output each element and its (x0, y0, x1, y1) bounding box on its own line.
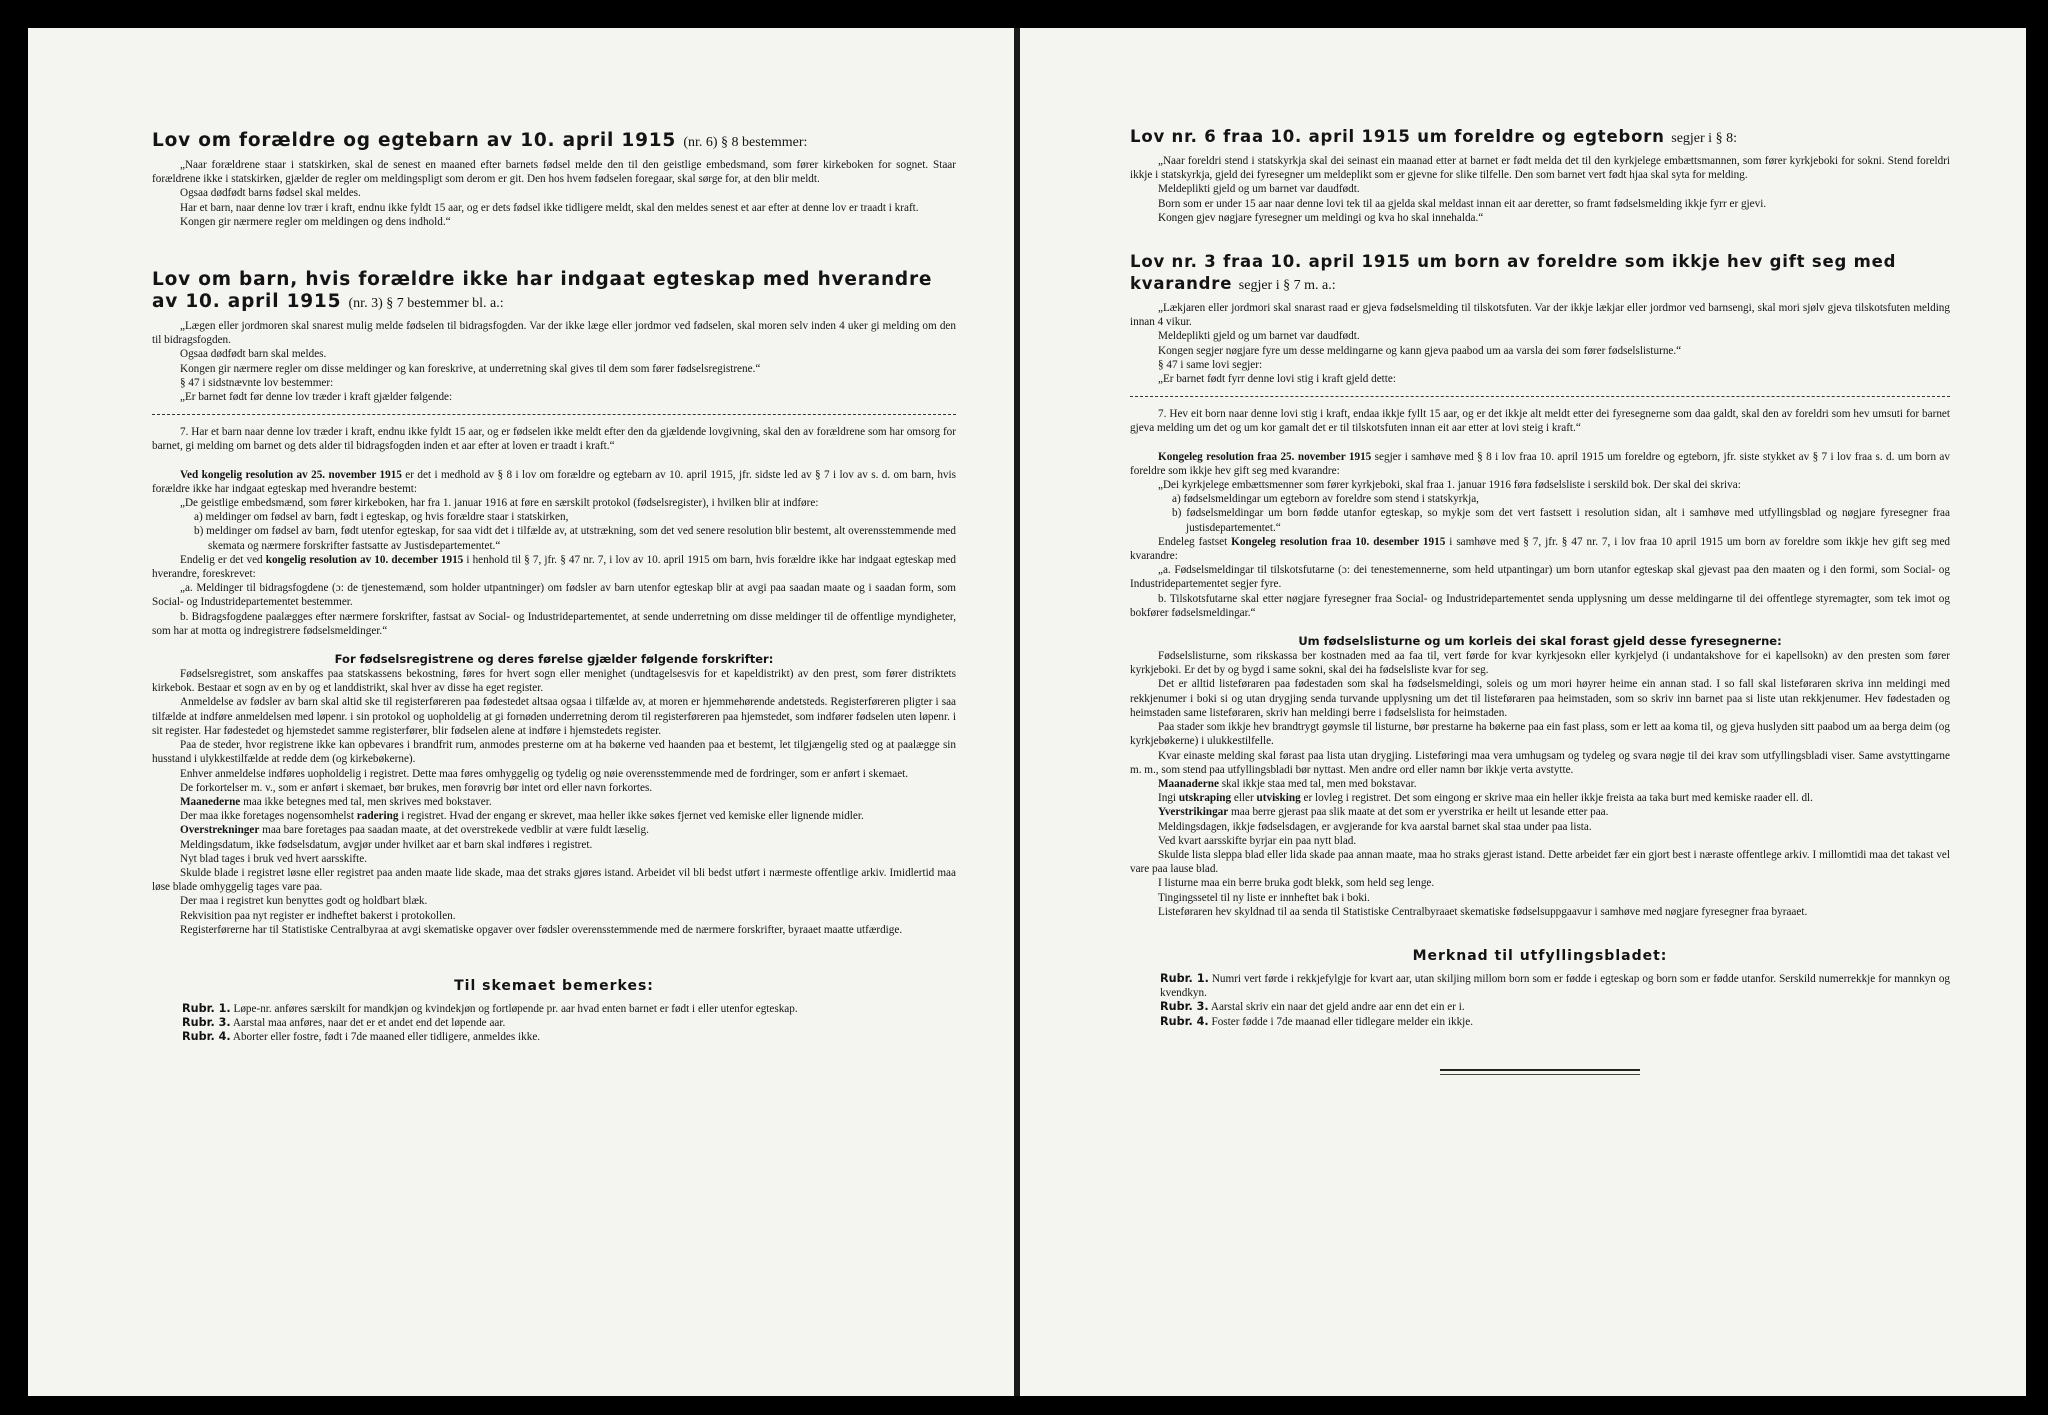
left-paragraph: Meldingsdatum, ikke fødselsdatum, avgjør under hvilket aar et barn skal indføres i registret. (180, 838, 593, 851)
rubric-text: Løpe-nr. anføres særskilt for mandkjøn og kvindekjøn og fortløpende pr. aar hvad enten barnet er født i eller utenfor egteskap. (233, 1002, 798, 1015)
left-paragraph: Kongen gir nærmere regler om disse meldinger og kan foreskrive, at underretning skal gives til dem som fører fødselsregistrene.“ (180, 362, 761, 375)
right-resolution-2-pre: Endeleg fastset (1158, 535, 1232, 548)
rubric-label: Rubr. 3. (182, 1016, 231, 1030)
right-paragraph: „a. Fødselsmeldingar til tilskotsfutarne (ɔ: dei tenestemennerne, som held utpantingar) um born utanfor egteskap skal gjevast paa den maaten og i den formi, som Social- og Industridepartementet segjer fyre. (1130, 564, 1950, 591)
right-paragraph: Meldeplikti gjeld og um barnet var daudfødt. (1158, 330, 1360, 343)
left-resolution-1: Ved kongelig resolution av 25. november 1915 (180, 468, 402, 481)
left-page-text (152, 130, 956, 1396)
right-paragraph: Det er alltid listeføraren paa fødestaden som skal ha fødselsmeldingi, soleis og um mori høyrer heime ein annan stad. I so fall skal listeføraren skriva inn meldingi med rekkjenumer i boki si og utan drygjing senda turvande upplysning um det til listeføraren paa heimstaden, som so skriv inn barnet paa si liste utan rekkjenumer. Hev fødestaden og heimstaden same listeføraren, skriv han meldingi berre i fødselslista for heimstaden. (1130, 678, 1950, 719)
end-rule-divider (1440, 1069, 1640, 1075)
right-paragraph: Skulde lista sleppa blad eller lida skade paa annan maate, maa ho straks gjerast istand. Dette arbeidet fær ein gjort best i næraste offentlege arkiv. I millomtidi maa det takast vel vare paa lause blad. (1130, 848, 1950, 876)
left-paragraph (152, 809, 956, 823)
right-paragraph: „Er barnet født fyrr denne lovi stig i kraft gjeld dette: (1158, 373, 1396, 386)
right-term-text: er lovleg i registret. Det som eingong er skrive maa ein heller ikkje freista aa taka burt med kemiske raader ell. dl. (1300, 792, 1813, 805)
left-paragraph: b. Bidragsfogdene paalægges efter nærmere forskrifter, fastsat av Social- og Industridepartementet, at sende underretning om disse meldinger til de offentlige myndigheter, som har at motta og indregistrere fødselsmeldinger.“ (152, 610, 956, 637)
right-paragraph: Listeføraren hev skyldnad til aa senda til Statistiske Centralbyraaet skematiske fødselsuppgaavur i samhøve med nøgjare fyresegner fraa byraaet. (1158, 905, 1808, 918)
left-subheading-2: Til skemaet bemerkes: (454, 977, 654, 994)
right-paragraph (1130, 535, 1950, 563)
right-paragraph: „Naar foreldri stend i statskyrkja skal dei seinast ein maanad etter at barnet er født melda det til den kyrkjelege embættsmannen, som fører kyrkjeboki for sokni. Stend foreldri ikkje i statskyrkja, gjeld dei fyresegner um meldeplikt som er gjevne for slike tilfelle. Den som barnet vert født hjaa skal syta for melding. (1130, 155, 1950, 182)
right-resolution-1: Kongeleg resolution fraa 25. november 1915 (1158, 450, 1372, 463)
left-paragraph: „De geistlige embedsmænd, som fører kirkeboken, har fra 1. januar 1916 at føre en særskilt protokol (fødselsregister), i hvilken blir at indføre: (180, 497, 819, 510)
left-paragraph: Ogsaa dødfødt barns fødsel skal meldes. (180, 187, 361, 200)
rubric-label: Rubr. 1. (182, 1001, 231, 1015)
bold-term: utvisking (1256, 792, 1301, 805)
bold-term: Maanederne (180, 795, 241, 808)
right-heading-1-title: Lov nr. 6 fraa 10. april 1915 um foreldre og egteborn (1130, 127, 1665, 146)
right-term-text: maa berre gjerast paa slik maate at det som er yverstrika er heilt ut lesande etter paa. (1228, 806, 1609, 819)
left-paragraph: Nyt blad tages i bruk ved hvert aarsskifte. (180, 852, 368, 865)
right-heading-2-title: Lov nr. 3 fraa 10. april 1915 um born av foreldre som ikkje hev gift seg med kvarandre (1130, 252, 1897, 294)
right-list-item: a) fødselsmeldingar um egteborn av foreldre som stend i statskyrkja, (1172, 493, 1479, 506)
right-heading-2-tail: segjer i § 7 m. a.: (1238, 278, 1336, 294)
rubric-label: Rubr. 4. (1160, 1014, 1209, 1028)
left-paragraph: Der maa i registret kun benyttes godt og holdbart blæk. (180, 895, 428, 908)
right-paragraph: Kongen gjev nøgjare fyresegner um meldingi og kva ho skal innehalda.“ (1158, 211, 1484, 224)
bleed-through-header (1050, 68, 1996, 128)
rubric-text: Aarstal maa anføres, naar det er et andet end det løpende aar. (232, 1017, 506, 1030)
right-heading-2 (1130, 251, 1950, 297)
rubric-text: Foster fødde i 7de maanad eller tidlegare melder ein ikkje. (1211, 1015, 1474, 1028)
left-paragraph: Rekvisition paa nyt register er indheftet bakerst i protokollen. (180, 909, 456, 922)
right-page (1020, 28, 2026, 1396)
left-heading-1-title: Lov om forældre og egtebarn av 10. april 1915 (152, 130, 677, 151)
bold-term: radering (356, 810, 399, 823)
right-paragraph: Meldeplikti gjeld og um barnet var daudfødt. (1158, 183, 1360, 196)
left-paragraph (152, 553, 956, 581)
left-resolution-2: kongelig resolution av 10. december 1915 (265, 553, 464, 566)
right-paragraph: Meldingsdagen, ikkje fødselsdagen, er avgjerande for kva aarstal barnet skal staa under paa lista. (1158, 820, 1592, 833)
left-page (28, 28, 1016, 1396)
right-resolution-2: Kongeleg resolution fraa 10. desember 1915 (1231, 535, 1446, 548)
left-heading-2-tail: (nr. 3) § 7 bestemmer bl. a.: (348, 296, 504, 312)
right-paragraph: b. Tilskotsfutarne skal etter nøgjare fyresegner fraa Social- og Industridepartementet senda upplysning um desse meldingarne til dei offentlege styremagter, som tek imot og bokfører fødselsmeldingar.“ (1130, 592, 1950, 619)
right-paragraph (1130, 805, 1950, 819)
left-term-text: maa ikke betegnes med tal, men skrives med bokstaver. (240, 795, 492, 808)
left-paragraph: De forkortelser m. v., som er anført i skemaet, bør brukes, men forøvrig bør intet ord eller navn forkortes. (180, 781, 653, 794)
right-paragraph: Paa stader som ikkje hev brandtrygt gøymsle til listurne, bør prestarne ha bøkerne paa ein fast plass, som er lett aa koma til, og gjeva huslyden sitt paabod um aa berga deim (og kyrkjebøkerne) i ulukkestilfelle. (1130, 721, 1950, 748)
left-paragraph (152, 823, 956, 837)
left-resolution-2-text: i henhold til § 7, jfr. § 47 nr. 7, i lov av 10. april 1915 om barn, hvis forældre ikke har indgaat egteskap med hverandre, foreskrevet: (152, 553, 956, 581)
left-paragraph: „a. Meldinger til bidragsfogdene (ɔ: de tjenestemænd, som holder utpantninger) om fødsler av barn utenfor egteskap blir at avgi paa saadan maate og i saadan form, som Social- og Industridepartementet bestemmer. (152, 582, 956, 609)
left-resolution-2-pre: Endelig er det ved (180, 553, 266, 566)
right-paragraph: „Dei kyrkjelege embættsmenner som fører kyrkjeboki, skal fraa 1. januar 1916 føra fødselsliste i serskild bok. Der skal dei skriva: (1158, 479, 1741, 492)
left-term-text: maa bare foretages paa saadan maate, at det overstrekede vedblir at være fuldt læselig. (259, 824, 649, 837)
right-paragraph: Ved kvart aarsskifte byrjar ein paa nytt blad. (1158, 834, 1357, 847)
left-term-text: i registret. Hvad der engang er skrevet, maa heller ikke søkes fjernet ved kemiske eller lignende midler. (398, 810, 864, 823)
left-paragraph: Enhver anmeldelse indføres uopholdelig i registret. Dette maa føres omhyggelig og tydelig og nøie overensstemmende med de fordringer, som er anført i skemaet. (180, 767, 909, 780)
dashed-separator (1130, 396, 1950, 397)
left-heading-1 (152, 130, 956, 154)
right-paragraph: 7. Hev eit born naar denne lovi stig i kraft, endaa ikkje fyllt 15 aar, og er det ikkje alt meldt etter dei fyresegnerne som daa galdt, skal den av foreldri som hev umsuti for barnet gjeva melding um det og um kor gamalt det er til tilskotsfuten innan eit aar etter at lovi steig i kraft.“ (1130, 408, 1950, 435)
right-paragraph: „Lækjaren eller jordmori skal snarast raad er gjeva fødselsmelding til tilskotsfuten. Var der ikkje lækjar eller jordmor ved barnsengi, skal mori sjølv gjeva tilskotsfuten melding innan 4 vikur. (1130, 302, 1950, 329)
left-list-item: b) meldinger om fødsel av barn, født utenfor egteskap, for saa vidt det i tilfælde av, at utstrækning, som det ved senere resolution blir bestemt, alt overensstemmende med skemata og nærmere forskrifter fastsatte av Justisdepartementet.“ (194, 525, 956, 552)
right-subheading-2: Merknad til utfyllingsbladet: (1412, 947, 1668, 964)
left-paragraph: Fødselsregistret, som anskaffes paa statskassens bekostning, føres for hvert sogn eller menighet (undtagelsesvis for et kapeldistrikt) av den prest, som fører distriktets kirkebok. Bestaar et sogn av en by og et landdistrikt, skal hver av disse ha eget register. (152, 668, 956, 695)
left-paragraph: Paa de steder, hvor registrene ikke kan opbevares i brandfrit rum, anmodes presterne om at ha bøkerne ved haanden paa et bestemt, let tilgjængelig sted og at paalægge sin husstand i ulykkestilfælde at redde dem (og kirkebøkerne). (152, 739, 956, 766)
right-term-text: skal ikkje staa med tal, men med bokstavar. (1218, 777, 1417, 790)
left-rubric-4 (152, 1030, 956, 1044)
left-paragraph: „Lægen eller jordmoren skal snarest mulig melde fødselen til bidragsfogden. Var der ikke læge eller jordmor ved fødselen, skal moren selv inden 4 uker gi melding om den til bidragsfogden. (152, 320, 956, 347)
right-heading-1 (1130, 126, 1950, 150)
right-list-item: b) fødselsmeldingar um born fødde utanfor egteskap, so mykje som det vert fastsett i resolution sidan, alt i samhøve med utfyllingsblad og nøgjare fyresegner fraa justisdepartementet.“ (1172, 507, 1950, 534)
left-rubric-3 (152, 1016, 956, 1030)
rubric-label: Rubr. 3. (1160, 1000, 1209, 1014)
bold-term: Maanaderne (1158, 777, 1219, 790)
left-paragraph: „Naar forældrene staar i statskirken, skal de senest en maaned efter barnets fødsel melde den til den geistlige embedsmand, som fører kirkeboken for sognet. Staar forældrene ikke i statskirken, gjælder de regler om meldingspligt som derom er git. Den hos hvem fødselen foregaar, skal sørge for, at den blir meldt. (152, 159, 956, 186)
rubric-label: Rubr. 4. (182, 1030, 231, 1044)
left-heading-2 (152, 269, 956, 315)
rubric-text: Aarstal skriv ein naar det gjeld andre aar enn det ein er i. (1210, 1001, 1465, 1014)
left-paragraph: 7. Har et barn naar denne lov træder i kraft, endnu ikke fyldt 15 aar, og er fødselen ikke meldt efter den da gjældende lovgivning, skal den av forældrene som har omsorg for barnet, gi melding om barnet og dets alder til bidragsfogden inden et aar efter at loven er traadt i kraft.“ (152, 426, 956, 453)
rubric-text: Numri vert førde i rekkjefylgje for kvart aar, utan skiljing millom born som er fødde i egteskap og born som er fødde utanfor. Serskild numerrekkje for mannkyn og kvendkyn. (1160, 972, 1951, 1000)
right-paragraph (1130, 791, 1950, 805)
right-term-mid: eller (1231, 792, 1257, 805)
right-paragraph: I listurne maa ein berre bruka godt blekk, som held seg lenge. (1158, 877, 1435, 890)
right-paragraph: Fødselslisturne, som rikskassa ber kostnaden med aa faa til, vert førde for kvar kyrkjesokn eller kyrkjelyd (i undantakshove for ei kapellsokn) av den presten som fører kyrkjeboki. Er det by og bygd i same sokni, skal dei ha fødselsliste kvar for seg. (1130, 650, 1950, 677)
right-paragraph: § 47 i same lovi segjer: (1158, 358, 1263, 371)
right-rubric-4 (1130, 1015, 1950, 1029)
right-paragraph: Kvar einaste melding skal førast paa lista utan drygjing. Listeføringi maa vera umhugsam og tydeleg og svara nøgje til dei krav som utfyllingsbladi viser. Same avstyttingarne m. m., som stend paa utfyllingsbladi bør nyttast. Men andre ord eller namn bør ikkje verta avstytte. (1130, 749, 1950, 776)
right-heading-1-tail: segjer i § 8: (1671, 131, 1737, 146)
bold-term: Yverstrikingar (1158, 806, 1229, 819)
right-paragraph: Tingingssetel til ny liste er innheftet bak i boki. (1158, 891, 1370, 904)
left-heading-1-tail: (nr. 6) § 8 bestemmer: (683, 135, 808, 150)
left-paragraph: Anmeldelse av fødsler av barn skal altid ske til registerføreren paa fødestedet altsaa ogsaa i tilfælde av, at moren er hjemmehørende andetsteds. Registerføreren pligter i saa tilfælde at indføre anmeldelsen med løpenr. i sin protokol og uopholdelig at gi fornøden underretning derom til registerføreren paa hjemstedet, som indfører fødselen uten løpenr. i sit register. Har fødestedet og hjemstedet samme registerfører, blir fødselen alene at indføre i hjemstedets register. (152, 696, 956, 737)
left-heading-2-title: Lov om barn, hvis forældre ikke har indgaat egteskap med hverandre av 10. april 1915 (152, 269, 933, 313)
rubric-label: Rubr. 1. (1160, 971, 1209, 985)
right-term-pre: Ingi (1158, 792, 1179, 805)
left-paragraph: Ogsaa dødfødt barn skal meldes. (180, 348, 327, 361)
right-resolution-2-text: i samhøve med § 7, jfr. § 47 nr. 7, i lov fraa 10 april 1915 um born av foreldre som ikkje hev gift seg med kvarandre: (1130, 535, 1950, 563)
right-paragraph (1130, 777, 1950, 791)
left-paragraph (152, 795, 956, 809)
left-subheading-1: For fødselsregistrene og deres førelse gjælder følgende forskrifter: (334, 652, 774, 667)
left-list-item: a) meldinger om fødsel av barn, født i egteskap, og hvis forældre staar i statskirken, (194, 511, 569, 524)
right-subheading-1: Um fødselslisturne og um korleis dei skal forast gjeld desse fyresegnerne: (1298, 634, 1782, 649)
left-paragraph: „Er barnet født før denne lov træder i kraft gjælder følgende: (180, 391, 453, 404)
bold-term: Overstrekninger (180, 824, 260, 837)
dashed-separator (152, 414, 956, 415)
left-paragraph: Har et barn, naar denne lov trær i kraft, endnu ikke fyldt 15 aar, og er dets fødsel ikke tidligere meldt, skal den meldes senest et aar efter at denne lov er traadt i kraft. (180, 201, 919, 214)
left-resolution-1-text: er det i medhold av § 8 i lov om forældre og egtebarn av 10. april 1915, jfr. sidste led av § 7 i lov av s. d. om barn, hvis forældre ikke har indgaat egteskap med hverandre bestemt: (152, 468, 956, 495)
right-paragraph: Born som er under 15 aar naar denne lovi tek til aa gjelda skal meldast innan eit aar deretter, so framt fødselsmelding ikkje fyrr er gjevi. (1158, 197, 1767, 210)
left-rubric-1 (152, 1002, 956, 1016)
rubric-text: Aborter eller fostre, født i 7de maaned eller tidligere, anmeldes ikke. (232, 1031, 541, 1044)
bold-term: utskraping (1178, 792, 1232, 805)
left-paragraph: Skulde blade i registret løsne eller registret paa anden maate lide skade, maa det straks gjøres istand. Arbeidet vil bli bedst utført i nærmeste offentlige arkiv. Imidlertid maa løse blade omhyggelig tages vare paa. (152, 866, 956, 894)
left-paragraph (152, 468, 956, 496)
left-paragraph: Registerførerne har til Statistiske Centralbyraa at avgi skematiske opgaver over fødsler overensstemmende med de nærmere forskrifter, byraaet maatte utfærdige. (180, 923, 903, 936)
right-paragraph: Kongen segjer nøgjare fyre um desse meldingarne og kann gjeva paabod um aa varsla dei som fører fødselslisturne.“ (1158, 344, 1682, 357)
right-rubric-3 (1130, 1000, 1950, 1014)
right-rubric-1 (1130, 972, 1950, 1000)
right-paragraph (1130, 450, 1950, 478)
left-term-pre: Der maa ikke foretages nogensomhelst (180, 810, 357, 823)
left-paragraph: Kongen gir nærmere regler om meldingen og dens indhold.“ (180, 215, 451, 228)
right-page-text (1130, 126, 1950, 1396)
right-resolution-1-text: segjer i samhøve med § 8 i lov fraa 10. april 1915 um foreldre og egteborn, jfr. siste stykket av § 7 i lov fraa s. d. um born av foreldre som ikkje hev gift seg med kvarandre: (1130, 450, 1950, 477)
left-paragraph: § 47 i sidstnævnte lov bestemmer: (180, 376, 334, 389)
